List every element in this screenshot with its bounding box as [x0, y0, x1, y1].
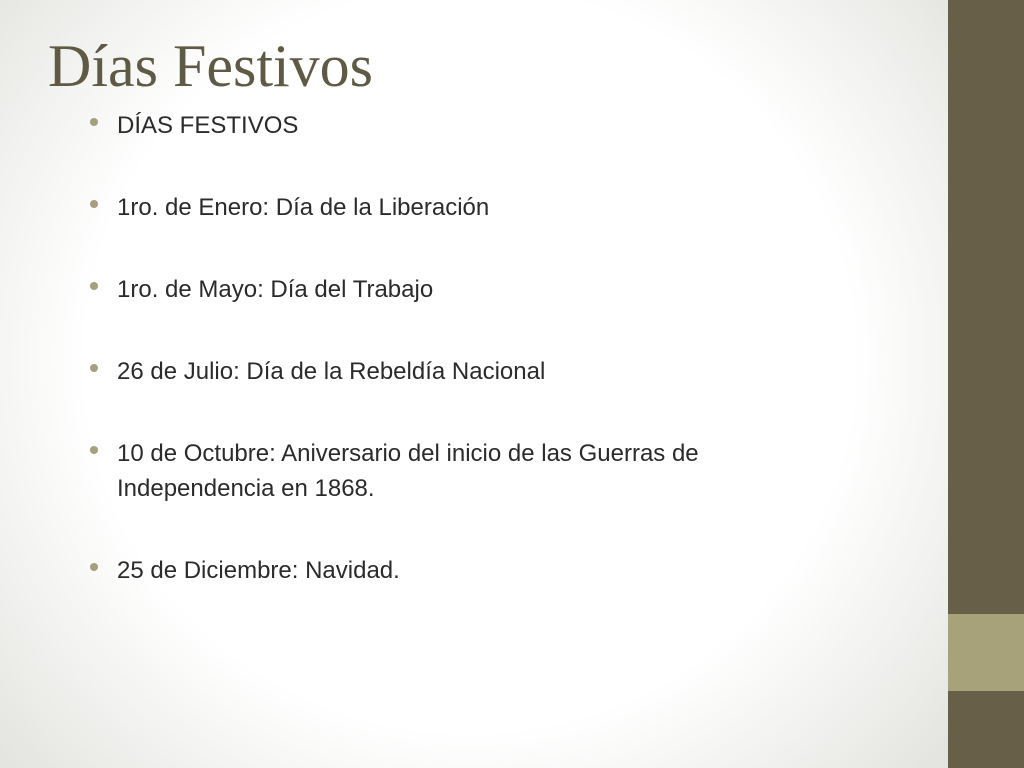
bullet-item [88, 272, 828, 307]
bullet-dot-icon [90, 364, 98, 372]
bullet-item [88, 436, 828, 506]
bullet-text: DÍAS FESTIVOS [117, 112, 299, 139]
bullet-text: 26 de Julio: Día de la Rebeldía Nacional [117, 358, 546, 385]
bullet-list [88, 108, 828, 635]
slide-title: Días Festivos [48, 33, 374, 99]
bullet-dot-icon [90, 446, 98, 454]
bullet-dot-icon [90, 118, 98, 126]
bullet-text: 1ro. de Mayo: Día del Trabajo [117, 276, 434, 303]
bullet-dot-icon [90, 200, 98, 208]
bullet-item [88, 190, 828, 225]
bullet-item [88, 108, 828, 143]
bullet-text: 25 de Diciembre: Navidad. [117, 557, 400, 584]
sidebar-accent-decoration [948, 614, 1024, 691]
bullet-text: 1ro. de Enero: Día de la Liberación [117, 194, 490, 221]
bullet-dot-icon [90, 563, 98, 571]
bullet-item [88, 354, 828, 389]
bullet-dot-icon [90, 282, 98, 290]
bullet-text: 10 de Octubre: Aniversario del inicio de las Guerras de Independencia en 1868. [117, 440, 699, 502]
bullet-item [88, 553, 828, 588]
